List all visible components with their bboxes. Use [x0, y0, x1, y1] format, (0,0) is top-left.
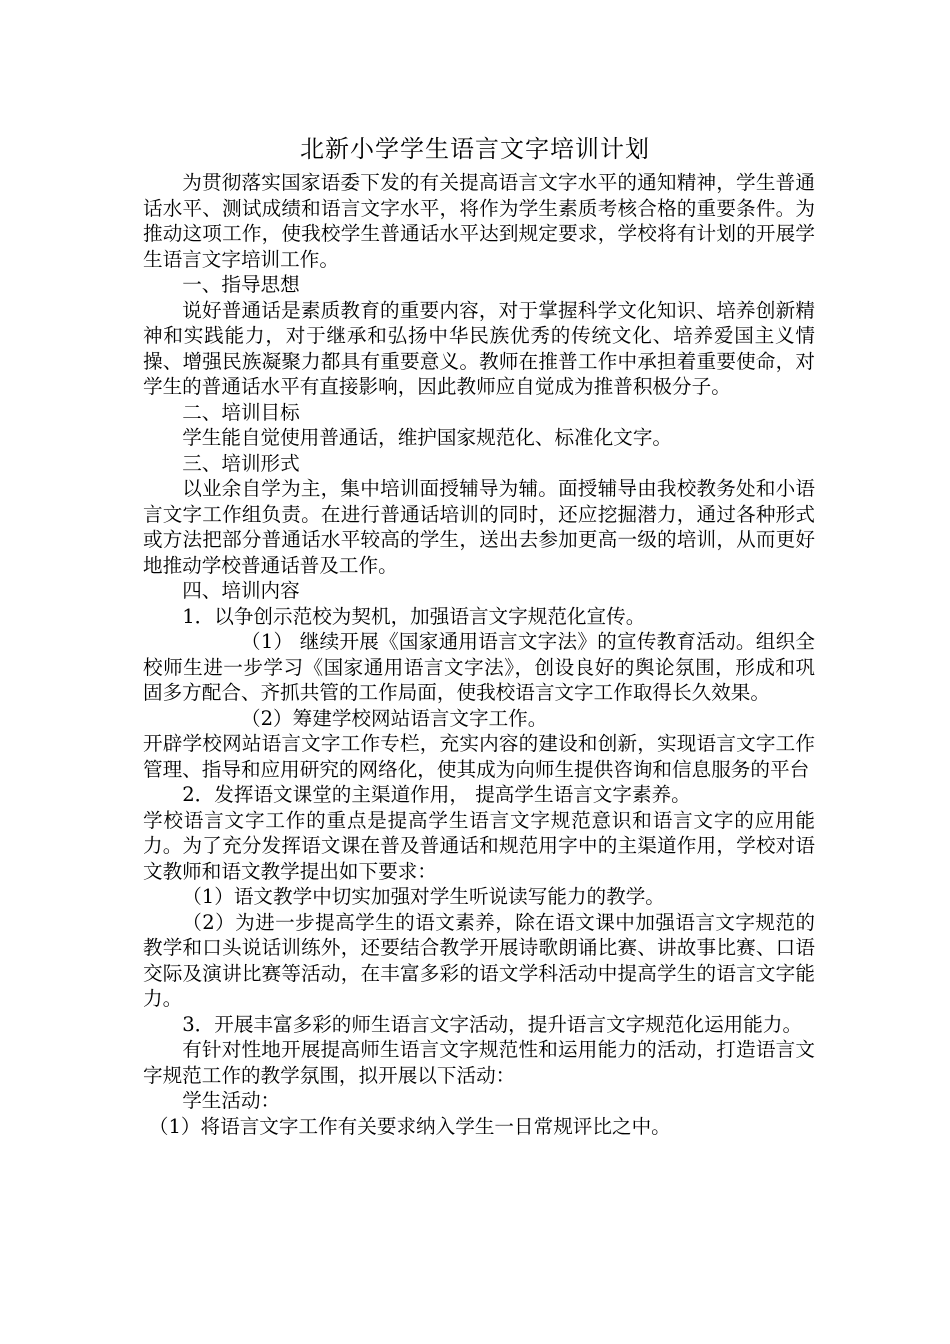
- section-heading-training-goals: 二、培训目标: [182, 400, 300, 424]
- document-body: [143, 170, 815, 1139]
- intro-paragraph: 为贯彻落实国家语委下发的有关提高语言文字水平的通知精神，学生普通话水平、测试成绩和语言文字水平，将作为学生素质考核合格的重要条件。为推动这项工作，使我校学生普通话水平达到规定要求，学校将有计划的开展学生语言文字培训工作。: [143, 171, 815, 271]
- content-item-1-sub-1: （1） 继续开展《国家通用语言文字法》的宣传教育活动。组织全校师生进一步学习《国家通用语言文字法》，创设良好的舆论氛围，形成和巩固多方配合、齐抓共管的工作局面，使我校语言文字工作取得长久效果。: [143, 630, 815, 704]
- content-item-2-sub-1: （1）语文教学中切实加强对学生听说读写能力的教学。: [182, 885, 665, 908]
- section-heading-guiding-ideology: 一、指导思想: [182, 273, 300, 296]
- content-item-1-sub-2-paragraph: 开辟学校网站语言文字工作专栏，充实内容的建设和创新，实现语言文字工作管理、指导和应用研究的网络化，使其成为向师生提供咨询和信息服务的平台: [143, 732, 815, 781]
- content-item-2-heading: 2．发挥语文课堂的主渠道作用， 提高学生语言文字素养。: [182, 783, 691, 806]
- student-activity-1: （1）将语言文字工作有关要求纳入学生一日常规评比之中。: [148, 1114, 671, 1138]
- document-title: 北新小学学生语言文字培训计划: [300, 135, 650, 163]
- student-activities-heading: 学生活动：: [182, 1089, 281, 1112]
- training-goals-paragraph: 学生能自觉使用普通话，维护国家规范化、标准化文字。: [182, 426, 673, 449]
- section-heading-training-format: 三、培训形式: [182, 451, 300, 475]
- content-item-2-paragraph: 学校语言文字工作的重点是提高学生语言文字规范意识和语言文字的应用能力。为了充分发挥语文课在普及普通话和规范用字中的主渠道作用，学校对语文教师和语文教学提出如下要求：: [143, 808, 815, 883]
- content-item-2-sub-2: （2）为进一步提高学生的语文素养，除在语文课中加强语言文字规范的教学和口头说话训练外，还要结合教学开展诗歌朗诵比赛、讲故事比赛、口语交际及演讲比赛等活动，在丰富多彩的语文学科活动中提高学生的语言文字能力。: [143, 910, 815, 1010]
- content-item-3-heading: 3．开展丰富多彩的师生语言文字活动，提升语言文字规范化运用能力。: [182, 1012, 803, 1036]
- content-item-1-sub-2-heading: （2）筹建学校网站语言文字工作。: [241, 706, 548, 730]
- section-heading-training-content: 四、培训内容: [182, 579, 300, 602]
- content-item-1-heading: 1．以争创示范校为契机，加强语言文字规范化宣传。: [182, 604, 646, 628]
- guiding-ideology-paragraph: 说好普通话是素质教育的重要内容，对于掌握科学文化知识、培养创新精神和实践能力，对于继承和弘扬中华民族优秀的传统文化、培养爱国主义情操、增强民族凝聚力都具有重要意义。教师在推普工作中承担着重要使命，对学生的普通话水平有直接影响，因此教师应自觉成为推普积极分子。: [143, 298, 815, 398]
- content-item-3-paragraph: 有针对性地开展提高师生语言文字规范性和运用能力的活动，打造语言文字规范工作的教学氛围，拟开展以下活动：: [143, 1038, 815, 1087]
- training-format-paragraph: 以业余自学为主，集中培训面授辅导为辅。面授辅导由我校教务处和小语言文字工作组负责。在进行普通话培训的同时，还应挖掘潜力，通过各种形式或方法把部分普通话水平较高的学生，送出去参加更高一级的培训，从而更好地推动学校普通话普及工作。: [143, 477, 815, 577]
